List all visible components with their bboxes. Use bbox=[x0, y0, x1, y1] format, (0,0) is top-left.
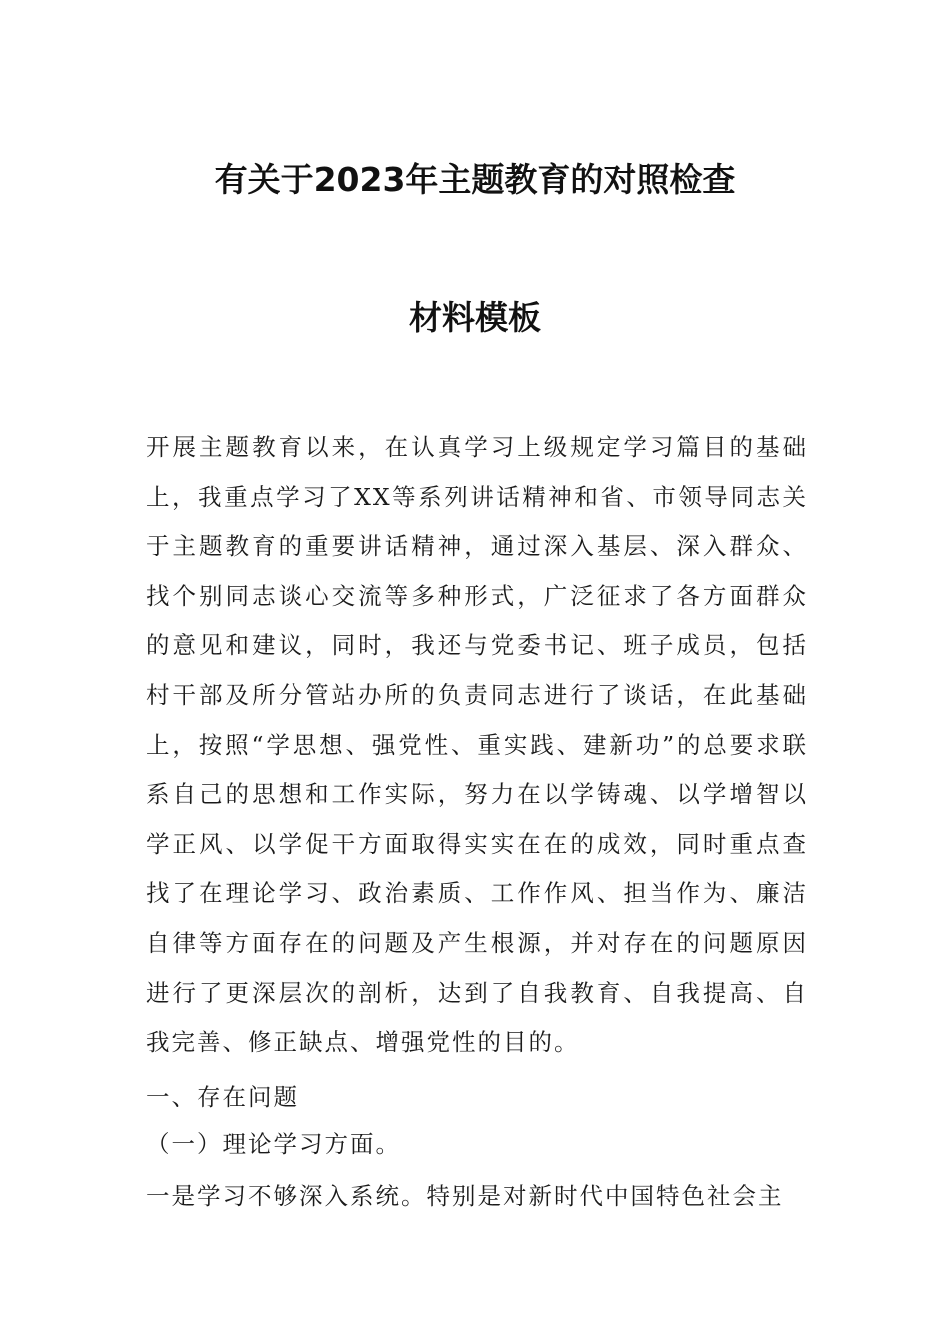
intro-paragraph: 开展主题教育以来，在认真学习上级规定学习篇目的基础上，我重点学习了XX等系列讲话精神和省、市领导同志关于主题教育的重要讲话精神，通过深入基层、深入群众、找个别同志谈心交流等多种形式，广泛征求了各方面群众的意见和建议，同时，我还与党委书记、班子成员，包括村干部及所分管站办所的负责同志进行了谈话，在此基础上，按照“学思想、强党性、重实践、建新功”的总要求联系自己的思想和工作实际，努力在以学铸魂、以学增智以学正风、以学促干方面取得实实在在的成效，同时重点查找了在理论学习、政治素质、工作作风、担当作为、廉洁自律等方面存在的问题及产生根源，并对存在的问题原因进行了更深层次的剖析，达到了自我教育、自我提高、自我完善、修正缺点、增强党性的目的。 bbox=[146, 433, 808, 1057]
subsection-heading: （一）理论学习方面。 bbox=[146, 1130, 401, 1158]
first-point-paragraph: 一是学习不够深入系统。特别是对新时代中国特色社会主 bbox=[146, 1182, 784, 1210]
document-title-line-1: 有关于2023年主题教育的对照检查 bbox=[214, 160, 736, 199]
document-title-line-2: 材料模板 bbox=[409, 298, 541, 337]
section-heading: 一、存在问题 bbox=[146, 1083, 299, 1111]
